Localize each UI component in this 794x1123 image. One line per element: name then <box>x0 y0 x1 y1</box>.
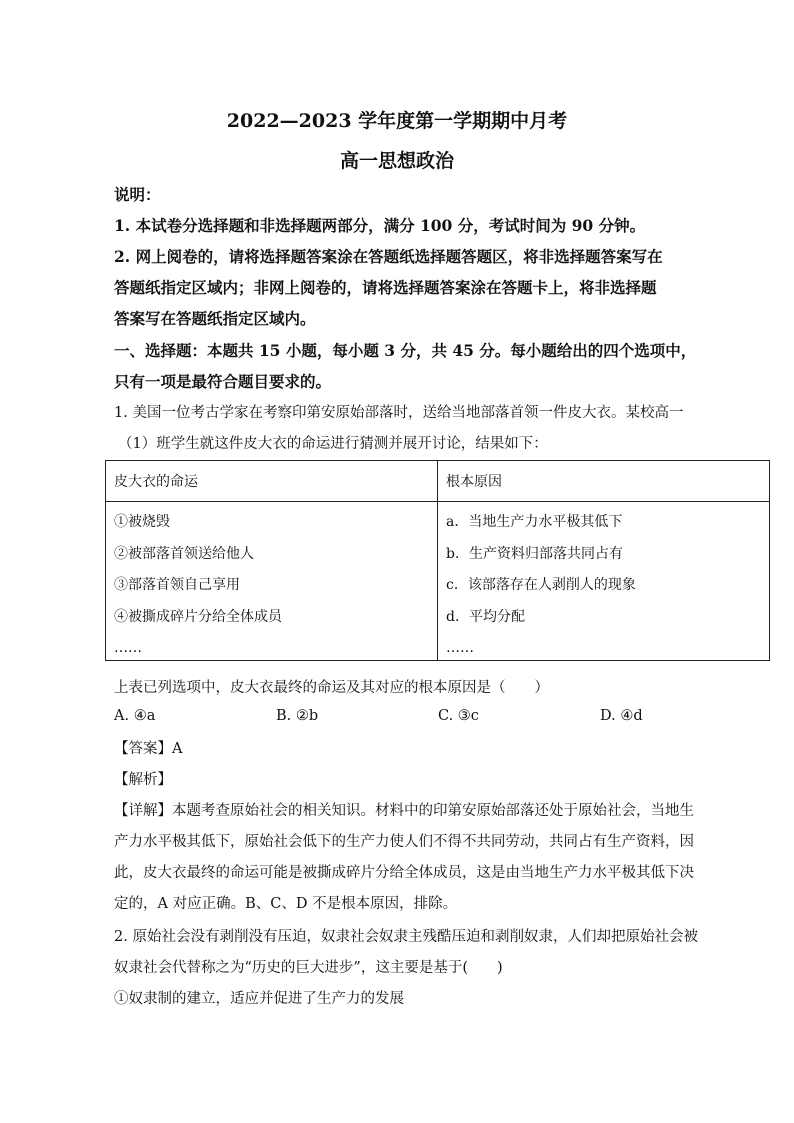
instruction-item-2-line-2: 答题纸指定区域内；非网上阅卷的，请将选择题答案涂在答题卡上，将非选择题 <box>114 278 657 297</box>
table-header-row <box>106 461 770 502</box>
q1-detail-line-1: 【详解】本题考查原始社会的相关知识。材料中的印第安原始部落还处于原始社会，当地生 <box>114 803 694 819</box>
reason-item: d．平均分配 <box>446 608 525 625</box>
q2-stem-line-2: 奴隶社会代替称之为“历史的巨大进步”，这主要是基于( ) <box>114 960 503 976</box>
instruction-item-1: 1. 本试卷分选择题和非选择题两部分，满分 100 分，考试时间为 90 分钟。 <box>114 216 646 235</box>
fate-item: ②被部落首领送给他人 <box>114 545 254 562</box>
reason-item: a．当地生产力水平极其低下 <box>446 514 623 530</box>
table-header-fate: 皮大衣的命运 <box>106 461 438 502</box>
exam-title: 2022—2023 学年度第一学期期中月考 <box>226 110 568 132</box>
q1-detail-line-4: 定的，A 对应正确。B、C、D 不是根本原因，排除。 <box>114 896 458 912</box>
q1-option-a: A. ④a <box>114 708 156 724</box>
instruction-item-2-line-3: 答案写在答题纸指定区域内。 <box>114 309 316 328</box>
fate-item: ①被烧毁 <box>114 514 170 530</box>
q1-option-d: D. ④d <box>600 708 643 724</box>
q2-item-1: ①奴隶制的建立，适应并促进了生产力的发展 <box>114 991 404 1007</box>
fate-item: ④被撕成碎片分给全体成员 <box>114 608 282 625</box>
reason-item: b．生产资料归部落共同占有 <box>446 545 623 562</box>
q1-option-c: C. ③c <box>438 708 479 724</box>
reason-column <box>438 502 770 661</box>
q1-fate-table <box>105 460 770 661</box>
q1-detail-line-2: 产力水平极其低下，原始社会低下的生产力使人们不得不共同劳动，共同占有生产资料，因 <box>114 834 694 850</box>
q1-stem-line-1: 1. 美国一位考古学家在考察印第安原始部落时，送给当地部落首领一件皮大衣。某校高一 <box>114 405 684 421</box>
q1-option-b: B. ②b <box>276 708 319 724</box>
fate-column <box>106 502 438 661</box>
reason-item: c．该部落存在人剥削人的现象 <box>446 577 636 593</box>
q1-analysis-label: 【解析】 <box>114 772 172 788</box>
fate-item: ③部落首领自己享用 <box>114 577 240 593</box>
q1-answer: 【答案】A <box>114 741 183 757</box>
table-row <box>106 502 770 661</box>
section-heading-line-2: 只有一项是最符合题目要求的。 <box>114 372 332 391</box>
instruction-item-2-line-1: 2. 网上阅卷的，请将选择题答案涂在答题纸选择题答题区，将非选择题答案写在 <box>114 247 663 266</box>
fate-item: …… <box>114 640 142 656</box>
q1-question: 上表已列选项中，皮大衣最终的命运及其对应的根本原因是（ ） <box>114 680 549 696</box>
exam-subject: 高一思想政治 <box>339 150 454 172</box>
reason-item: …… <box>446 640 474 656</box>
section-heading-line-1: 一、选择题：本题共 15 小题，每小题 3 分，共 45 分。每小题给出的四个选项中， <box>114 341 697 360</box>
instructions-label: 说明： <box>114 185 161 204</box>
q1-stem-line-2: （1）班学生就这件皮大衣的命运进行猜测并展开讨论，结果如下： <box>118 436 548 452</box>
q1-detail-line-3: 此，皮大衣最终的命运可能是被撕成碎片分给全体成员，这是由当地生产力水平极其低下决 <box>114 865 694 881</box>
table-header-reason: 根本原因 <box>438 461 770 502</box>
q2-stem-line-1: 2. 原始社会没有剥削没有压迫，奴隶社会奴隶主残酷压迫和剥削奴隶，人们却把原始社会被 <box>114 929 698 945</box>
